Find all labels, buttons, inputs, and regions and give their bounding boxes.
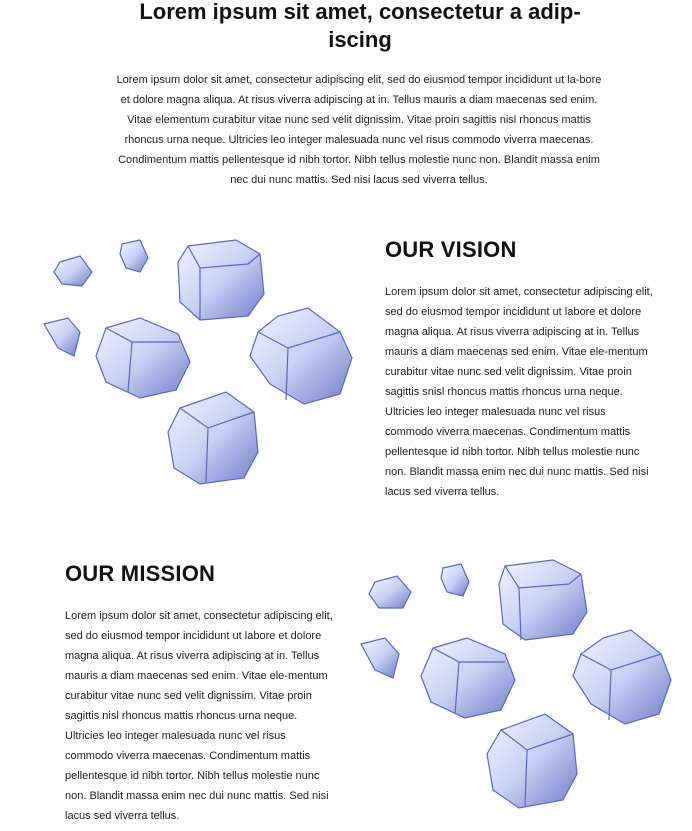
ice-cubes-image [40,232,360,492]
ice-cube-shape [44,240,352,484]
mission-heading: OUR MISSION [65,561,216,586]
intro-paragraph: Lorem ipsum dolor sit amet, consectetur adipiscing elit, sed do eiusmod tempor incididunt ut la-bore et dolore magna aliqua. At risus viverra adipiscing at in. Tellus mauris a diam maecenas sed enim. Vitae elementum curabitur vitae nunc sed velit dignissim. Vitae proin sagittis nisl rhoncus mattis rhoncus urna neque. Ultricies leo integer malesuada nunc vel risus commodo viverra maecenas. Condimentum mattis pellentesque id nibh tortor. Nibh tellus molestie nunc non. Blandit massa enim nec dui nunc mattis. Sed nisi lacus sed viverra tellus. [116,74,602,186]
ice-cube-shape [361,560,671,808]
page-title: Lorem ipsum sit amet, consectetur a adip-iscing [139,0,581,52]
vision-heading: OUR VISION [385,237,517,262]
vision-paragraph: Lorem ipsum dolor sit amet, consectetur adipiscing elit, sed do eiusmod tempor incididunt ut labore et dolore magna aliqua. At risus viverra adipiscing at in. Tellus mauris a diam maecenas sed enim. Vitae ele-mentum curabitur vitae nunc sed velit dignissim. Vitae proin sagittis snisl rhoncus mattis rhoncus urna neque. Ultricies leo integer malesuada nunc vel risus commodo viverra maecenas. Condimentum mattis pellentesque id nibh tortor. Nibh tellus molestie nunc non. Blandit massa enim nec dui nunc mattis. Sed nisi lacus sed viverra tellus. [385,286,653,498]
ice-cubes-image [355,558,680,818]
mission-paragraph: Lorem ipsum dolor sit amet, consectetur adipiscing elit, sed do eiusmod tempor incididunt ut labore et dolore magna aliqua. At risus viverra adipiscing at in. Tellus mauris a diam maecenas sed enim. Vitae ele-mentum curabitur vitae nunc sed velit dignissim. Vitae proin sagittis nisl rhoncus mattis rhoncus urna neque. Ultricies leo integer malesuada nunc vel risus commodo viverra maecenas. Condimentum mattis pellentesque id nibh tortor. Nibh tellus molestie nunc non. Blandit massa enim nec dui nunc mattis. Sed nisi lacus sed viverra tellus. [65,610,333,822]
